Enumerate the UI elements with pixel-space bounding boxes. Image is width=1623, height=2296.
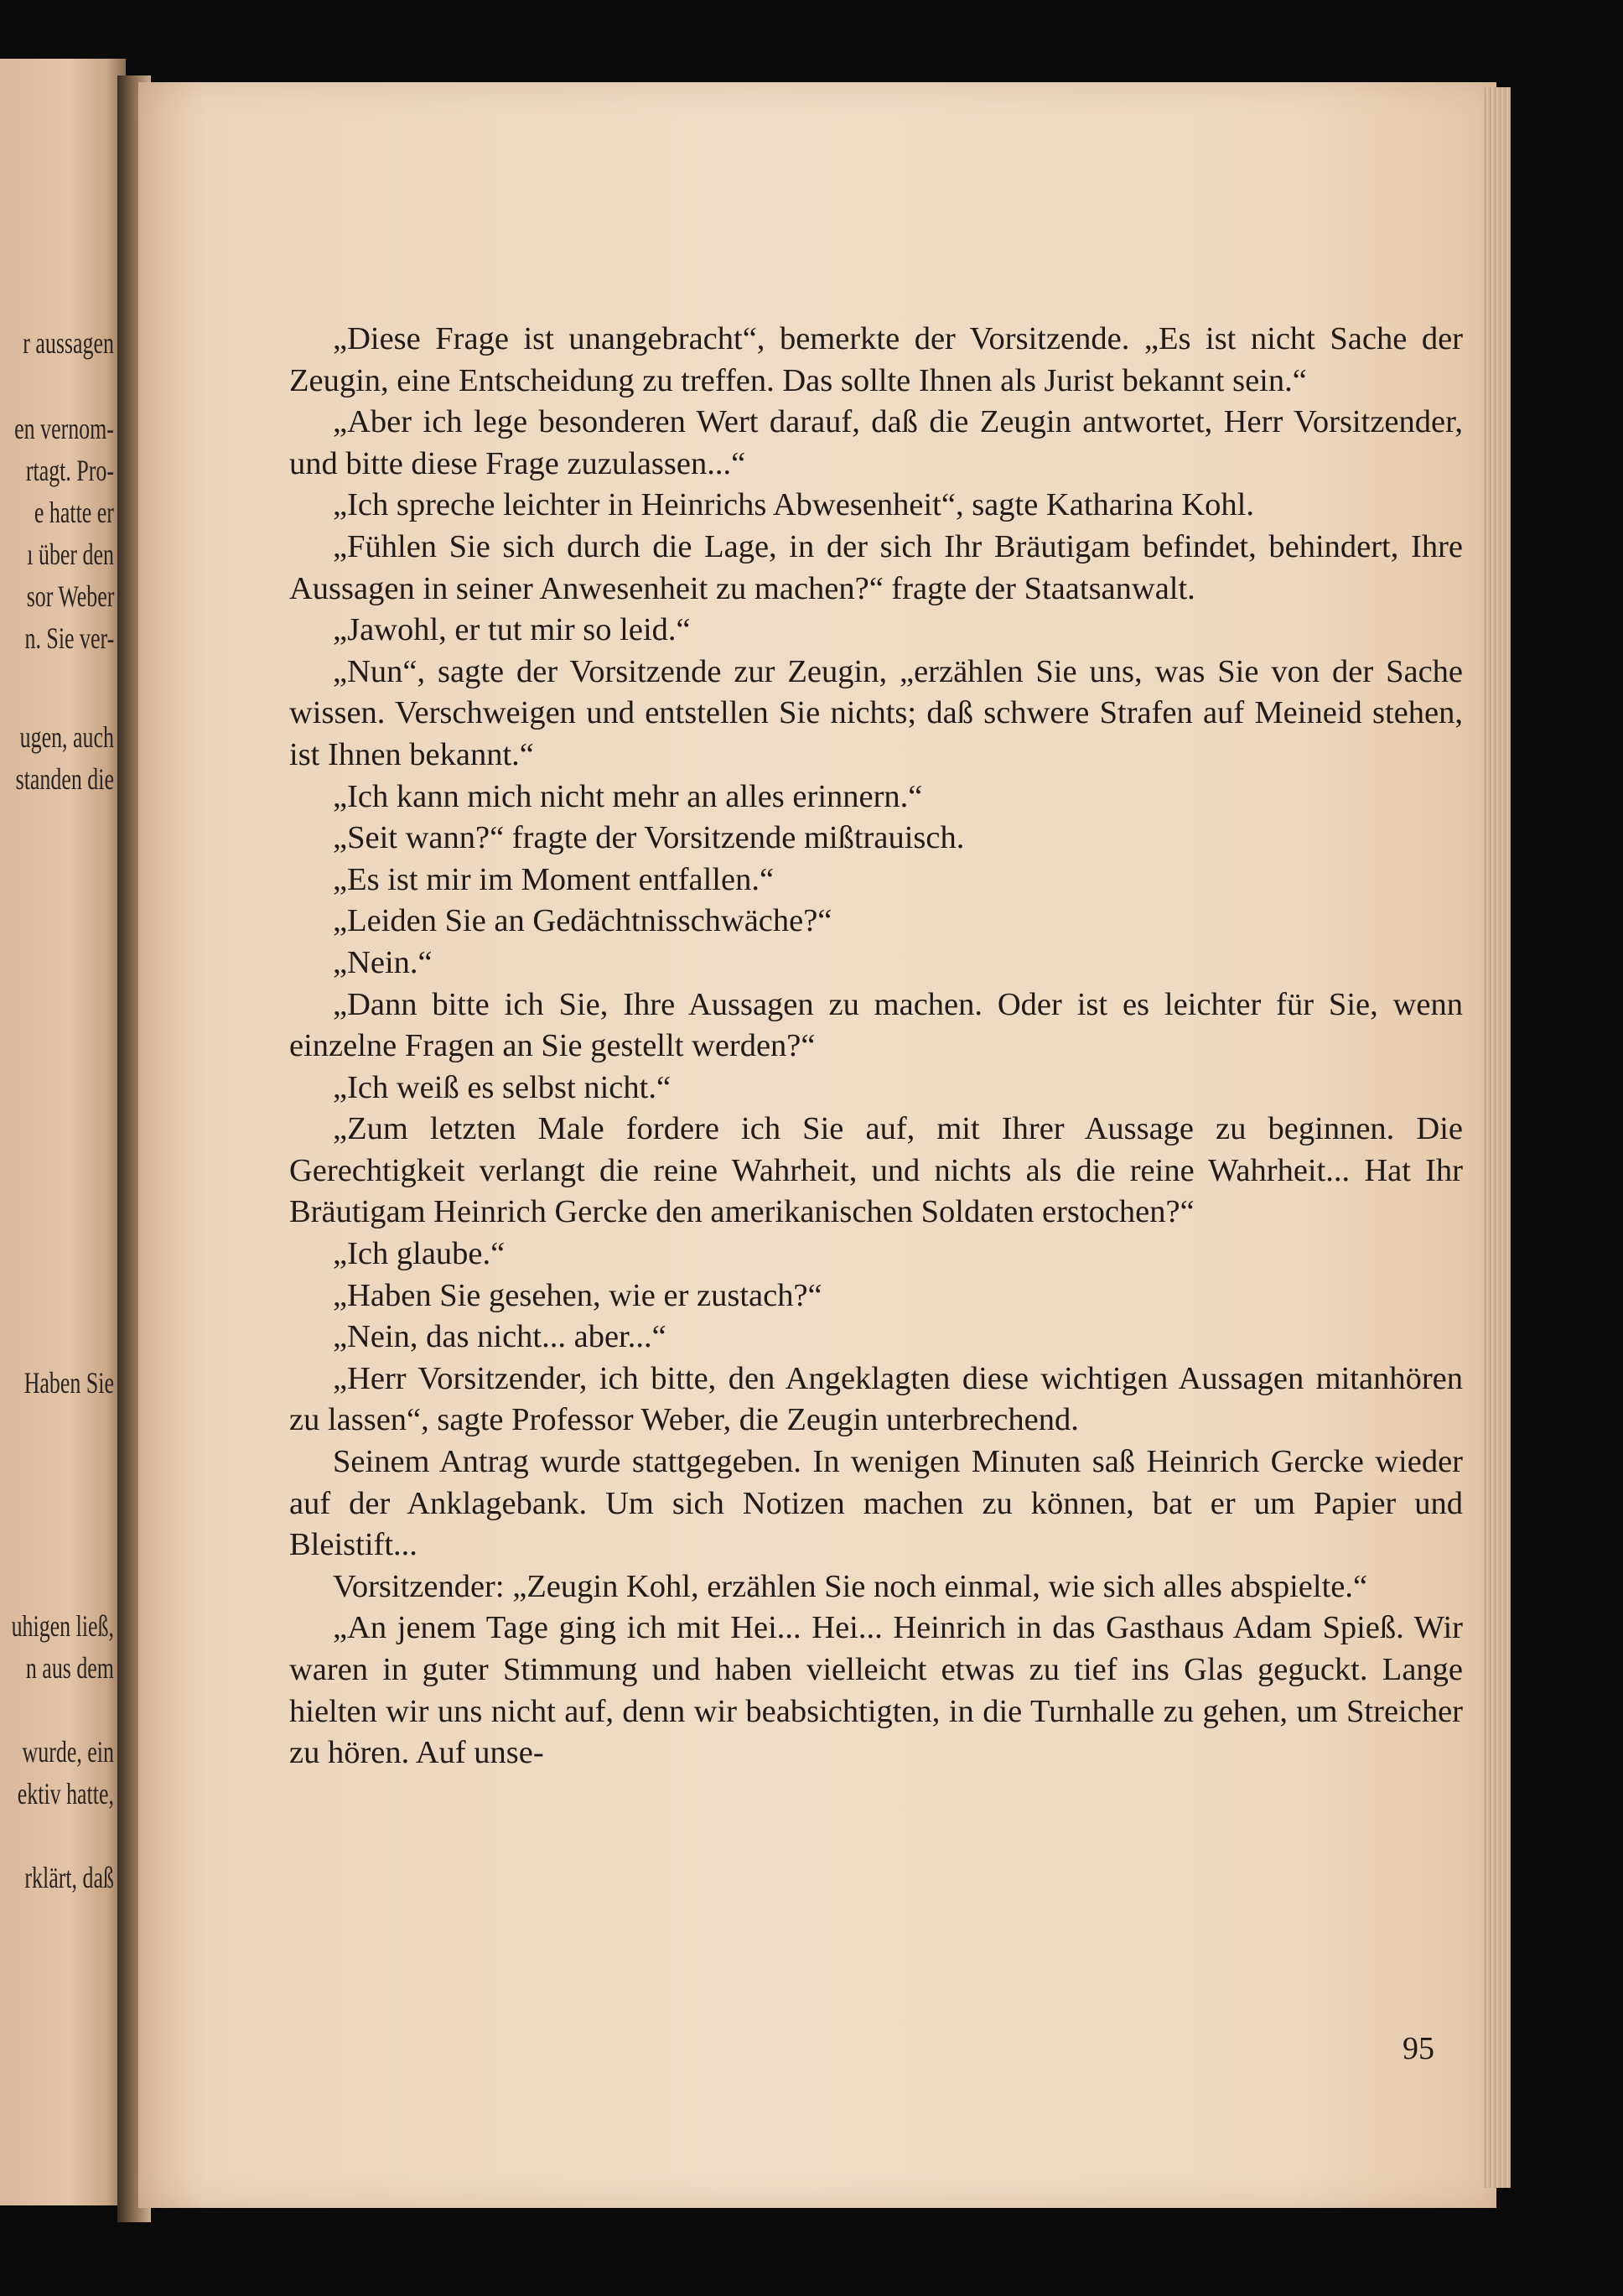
left-page-fragment: rklärt, daß <box>24 1861 114 1894</box>
paragraph: „Aber ich lege besonderen Wert darauf, daß die Zeugin antwortet, Herr Vorsitzender, und bitte diese Frage zuzulassen...“ <box>289 404 1463 481</box>
paragraph: „Jawohl, er tut mir so leid.“ <box>333 612 691 648</box>
left-page-fragment: standen die <box>15 762 114 796</box>
paragraph: „Zum letzten Male fordere ich Sie auf, mit Ihrer Aussage zu beginnen. Die Gerechtigkeit verlangt die reine Wahrheit, und nichts als die reine Wahrheit... Hat Ihr Bräutigam Heinrich Gercke den amerikanischen Soldaten erstochen?“ <box>289 1111 1463 1230</box>
paragraph: „Ich kann mich nicht mehr an alles erinnern.“ <box>333 778 923 814</box>
right-page <box>138 82 1496 2208</box>
page-body-text <box>289 319 1463 1774</box>
paragraph: Vorsitzender: „Zeugin Kohl, erzählen Sie noch einmal, wie sich alles abspielte.“ <box>333 1568 1368 1604</box>
paragraph: „An jenem Tage ging ich mit Hei... Hei... Heinrich in das Gasthaus Adam Spieß. Wir waren in guter Stimmung und haben vielleicht etwas zu tief ins Glas geguckt. Lange hielten wir uns nicht auf, denn wir beabsichtigten, in die Turnhalle zu gehen, um Streicher zu hören. Auf unse- <box>289 1610 1463 1771</box>
paragraph: „Herr Vorsitzender, ich bitte, den Angeklagten diese wichtigen Aussagen mitanhören zu lassen“, sagte Professor Weber, die Zeugin unterbrechend. <box>289 1360 1463 1438</box>
paragraph: Seinem Antrag wurde stattgegeben. In wenigen Minuten saß Heinrich Gercke wieder auf der Anklagebank. Um sich Notizen machen zu können, bat er um Papier und Bleistift... <box>289 1444 1463 1563</box>
page-number: 95 <box>1403 2031 1434 2066</box>
left-page-fragment: r aussagen <box>23 326 114 360</box>
left-page-fragment: n aus dem <box>25 1651 114 1685</box>
paragraph: „Nein.“ <box>333 944 433 980</box>
paragraph: „Ich glaube.“ <box>333 1236 506 1272</box>
paragraph: „Nein, das nicht... aber...“ <box>333 1319 666 1355</box>
paragraph: „Diese Frage ist unangebracht“, bemerkte der Vorsitzende. „Es ist nicht Sache der Zeugin, eine Entscheidung zu treffen. Das sollte Ihnen als Jurist bekannt sein.“ <box>289 321 1463 398</box>
left-page-fragment: e hatte er <box>34 496 114 529</box>
left-page-fragment: ı über den <box>27 538 114 571</box>
paragraph: „Nun“, sagte der Vorsitzende zur Zeugin, „erzählen Sie uns, was Sie von der Sache wissen. Verschweigen und entstellen Sie nichts; daß schwere Strafen auf Meineid stehen, ist Ihnen bekannt.“ <box>289 653 1463 772</box>
left-page-fragment: wurde, ein <box>22 1735 114 1769</box>
left-page-fragment: uhigen ließ, <box>11 1609 114 1643</box>
left-page-fragment: Haben Sie <box>23 1366 114 1400</box>
left-page-fragment: ugen, auch <box>19 720 114 754</box>
paragraph: „Dann bitte ich Sie, Ihre Aussagen zu machen. Oder ist es leichter für Sie, wenn einzelne Fragen an Sie gestellt werden?“ <box>289 986 1463 1064</box>
left-page-fragment: n. Sie ver- <box>24 621 114 655</box>
paragraph: „Haben Sie gesehen, wie er zustach?“ <box>333 1277 822 1313</box>
left-page-edge <box>0 59 126 2205</box>
paragraph: „Leiden Sie an Gedächtnisschwäche?“ <box>333 903 832 939</box>
paragraph: „Seit wann?“ fragte der Vorsitzende mißtrauisch. <box>333 820 965 856</box>
paragraph: „Ich spreche leichter in Heinrichs Abwesenheit“, sagte Katharina Kohl. <box>333 487 1254 523</box>
left-page-fragment: rtagt. Pro- <box>25 454 114 487</box>
page-edges <box>1484 87 1511 2188</box>
left-page-fragment: ektiv hatte, <box>17 1777 114 1810</box>
left-page-fragment: en vernom- <box>14 412 114 445</box>
paragraph: „Fühlen Sie sich durch die Lage, in der sich Ihr Bräutigam befindet, behindert, Ihre Aussagen in seiner Anwesenheit zu machen?“ fragte der Staatsanwalt. <box>289 528 1463 606</box>
paragraph: „Es ist mir im Moment entfallen.“ <box>333 861 775 897</box>
left-page-fragment: sor Weber <box>26 579 114 613</box>
paragraph: „Ich weiß es selbst nicht.“ <box>333 1069 671 1105</box>
